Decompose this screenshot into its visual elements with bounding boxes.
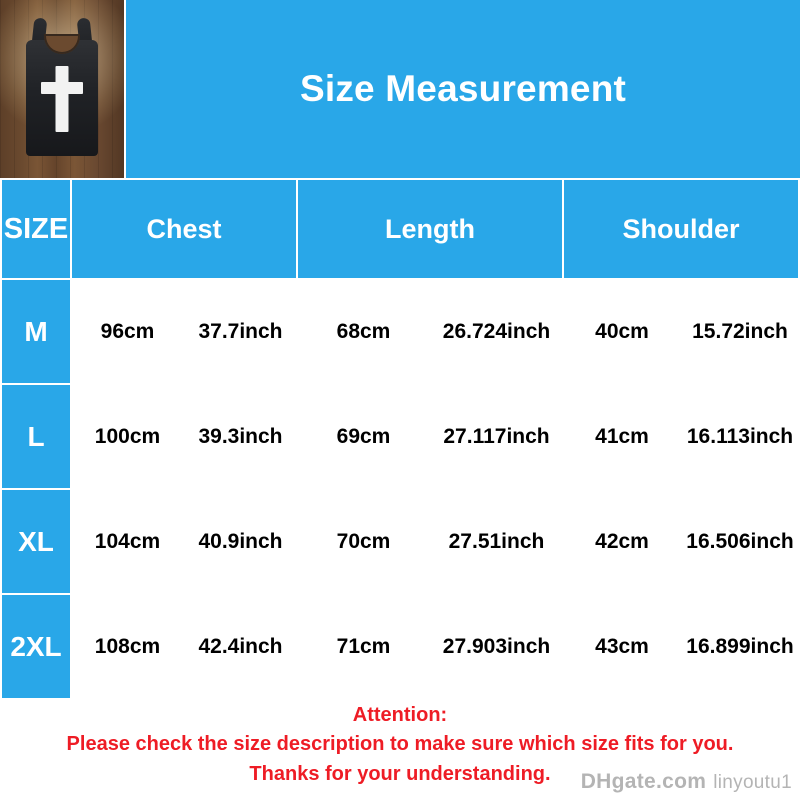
cell-chest-cm: 100cm xyxy=(71,384,184,489)
table-row xyxy=(1,384,799,489)
cell-size: M xyxy=(1,279,71,384)
cell-shoulder-cm: 43cm xyxy=(563,594,681,699)
column-header-shoulder: Shoulder xyxy=(563,179,799,279)
column-header-chest: Chest xyxy=(71,179,297,279)
cell-shoulder-cm: 41cm xyxy=(563,384,681,489)
cell-chest-cm: 96cm xyxy=(71,279,184,384)
cell-length-inch: 26.724inch xyxy=(430,279,563,384)
cell-size: XL xyxy=(1,489,71,594)
column-header-length: Length xyxy=(297,179,563,279)
cell-shoulder-inch: 16.113inch xyxy=(681,384,799,489)
watermark-user: linyoutu1 xyxy=(713,772,792,793)
size-measurement-table xyxy=(0,178,800,700)
attention-line-1: Please check the size description to make sure which size fits for you. xyxy=(66,733,734,755)
cell-length-cm: 70cm xyxy=(297,489,430,594)
title-area xyxy=(126,0,800,178)
tank-top-icon xyxy=(16,18,108,158)
table-row xyxy=(1,489,799,594)
cell-shoulder-cm: 42cm xyxy=(563,489,681,594)
watermark xyxy=(581,770,792,794)
cell-chest-inch: 42.4inch xyxy=(184,594,297,699)
cell-length-inch: 27.117inch xyxy=(430,384,563,489)
cell-size: L xyxy=(1,384,71,489)
table-row xyxy=(1,279,799,384)
table-row xyxy=(1,594,799,699)
page-title: Size Measurement xyxy=(299,68,627,109)
cell-chest-cm: 104cm xyxy=(71,489,184,594)
cell-shoulder-inch: 16.506inch xyxy=(681,489,799,594)
cell-length-cm: 68cm xyxy=(297,279,430,384)
cell-length-inch: 27.51inch xyxy=(430,489,563,594)
watermark-site: DHgate.com xyxy=(580,770,707,793)
cell-length-cm: 69cm xyxy=(297,384,430,489)
attention-heading: Attention: xyxy=(352,704,448,726)
cell-chest-inch: 39.3inch xyxy=(184,384,297,489)
cell-length-cm: 71cm xyxy=(297,594,430,699)
cell-shoulder-cm: 40cm xyxy=(563,279,681,384)
cross-horizontal-bar-icon xyxy=(41,82,83,94)
product-photo xyxy=(0,0,126,178)
cell-length-inch: 27.903inch xyxy=(430,594,563,699)
attention-line-2: Thanks for your understanding. xyxy=(249,763,551,785)
cell-chest-inch: 37.7inch xyxy=(184,279,297,384)
table-header-row xyxy=(1,179,799,279)
cell-shoulder-inch: 16.899inch xyxy=(681,594,799,699)
cell-shoulder-inch: 15.72inch xyxy=(681,279,799,384)
cross-vertical-bar-icon xyxy=(56,66,69,132)
cell-chest-inch: 40.9inch xyxy=(184,489,297,594)
column-header-size: SIZE xyxy=(1,179,71,279)
cell-chest-cm: 108cm xyxy=(71,594,184,699)
cell-size: 2XL xyxy=(1,594,71,699)
header-band xyxy=(0,0,800,178)
